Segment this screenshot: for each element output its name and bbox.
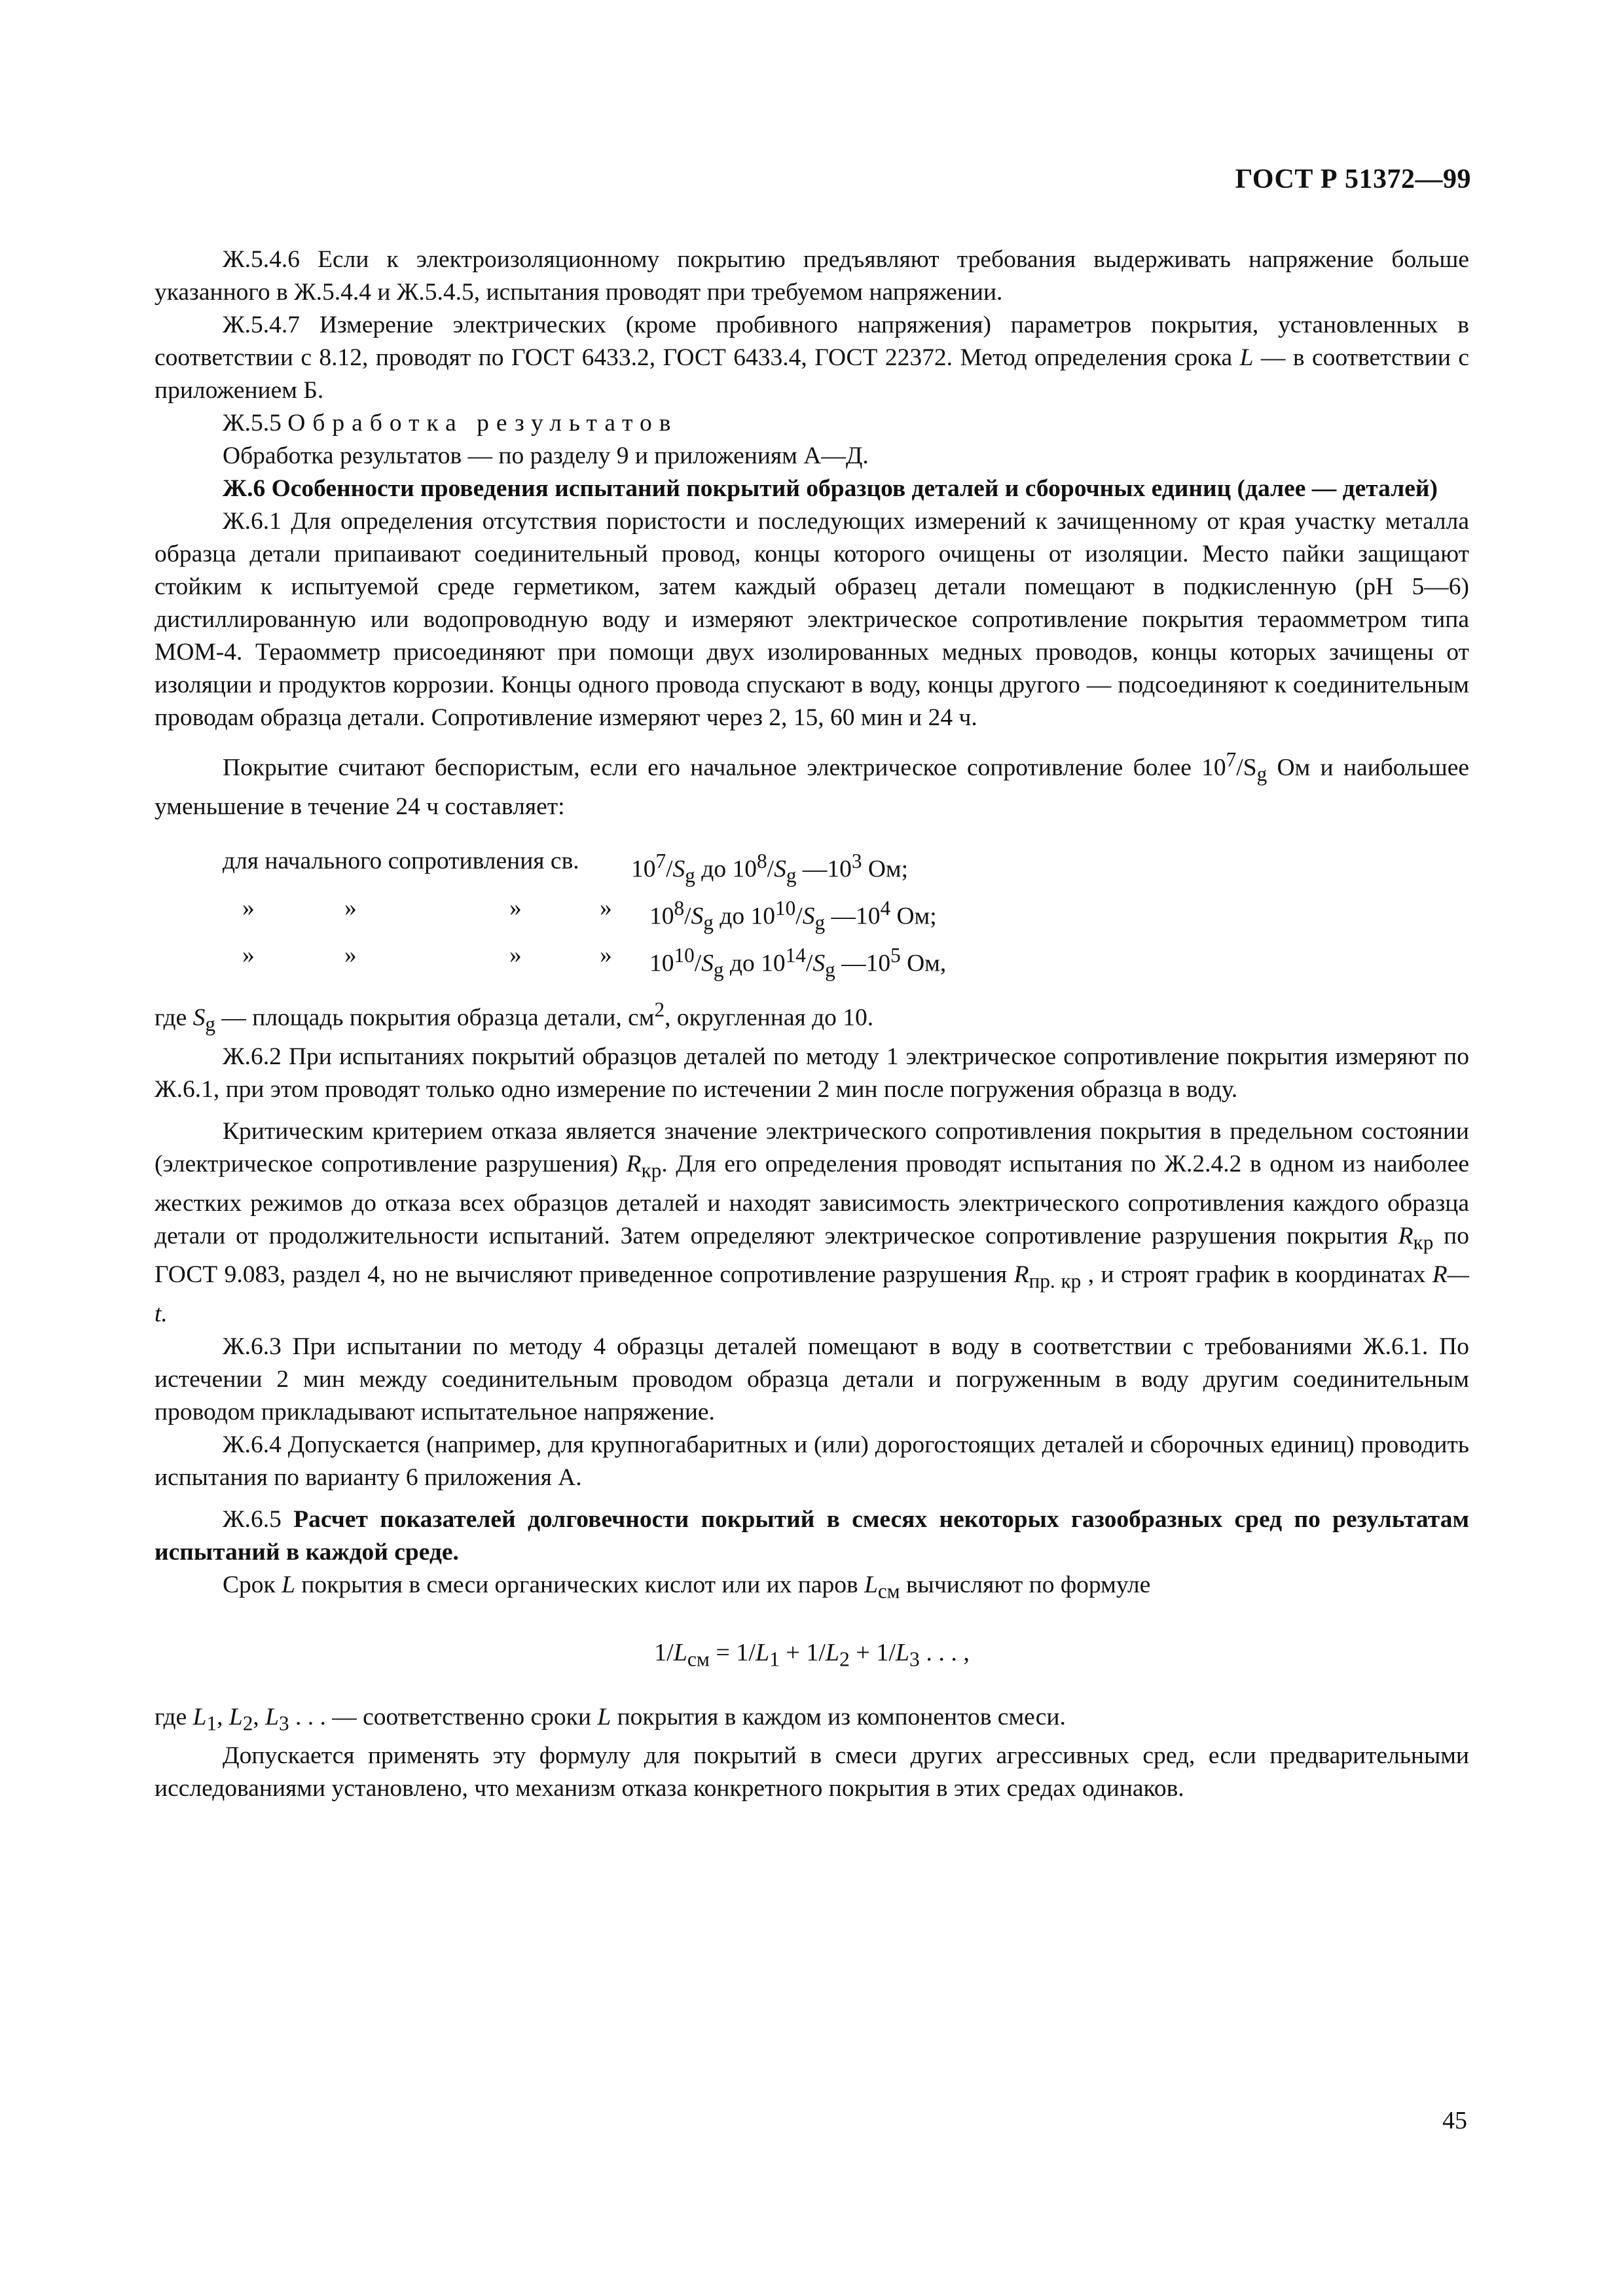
paragraph-6-2: Ж.6.2 При испытаниях покрытий образцов деталей по методу 1 электрическое сопротивление покрытия измеряют по Ж.6.1, при этом проводят только одно измерение по истечении 2 мин после погружения образца в воду.	[155, 1043, 1469, 1103]
paragraph-porosity: Покрытие считают беспористым, если его начальное электрическое сопротивление более $10^7/S_g$ Ом и наибольшее уменьшение в течение 24 ч составляет:	[155, 748, 1469, 820]
document-body	[155, 243, 1469, 1805]
ditto-mark: »	[600, 942, 612, 969]
section-5-5-heading: Ж.5.5 Обработка результатов	[223, 410, 678, 437]
paragraph-allowed: Допускается применять эту формулу для покрытий в смеси других агрессивных сред, если предварительными исследованиями установлено, что механизм отказа конкретного покрытия в этих средах одинаков.	[155, 1742, 1469, 1803]
page-number: 45	[1442, 2107, 1467, 2134]
list-item	[155, 885, 1469, 932]
list-item	[155, 932, 1469, 979]
list-range: $10^7/S_g$ до $10^8/S_g$ $—10^3$ Ом;	[631, 850, 909, 887]
list-item	[155, 838, 1469, 885]
paragraph-5-4-7: Ж.5.4.7 Измерение электрических (кроме пробивного напряжения) параметров покрытия, установленных в соответствии с 8.12, проводят по ГОСТ 6433.2, ГОСТ 6433.4, ГОСТ 22372. Метод определения срока L — в соответствии с приложением Б.	[155, 312, 1469, 404]
ditto-mark: »	[600, 895, 612, 922]
list-range: $10^8/S_g$ до $10^{10}/S_g$ $—10^4$ Ом;	[649, 897, 937, 934]
where-l-definition: где $L_1$, $L_2$, $L_3$ . . . — соответственно сроки L покрытия в каждом из компонентов смеси.	[155, 1703, 1066, 1735]
ditto-mark: »	[242, 942, 255, 969]
document-header: ГОСТ Р 51372—99	[1235, 164, 1471, 194]
ditto-mark: »	[344, 895, 357, 922]
paragraph-5-4-6: Ж.5.4.6 Если к электроизоляционному покрытию предъявляют требования выдерживать напряжение больше указанного в Ж.5.4.4 и Ж.5.4.5, испытания проводят при требуемом напряжении.	[155, 246, 1469, 306]
paragraph-6-5: Ж.6.5 Расчет показателей долговечности покрытий в смесях некоторых газообразных сред по результатам испытаний в каждой среде.	[155, 1505, 1470, 1566]
ditto-mark: »	[509, 942, 522, 969]
paragraph-6-4: Ж.6.4 Допускается (например, для крупногабаритных и (или) дорогостоящих деталей и сборочных единиц) проводить испытания по варианту 6 приложения А.	[155, 1431, 1469, 1491]
paragraph-6-3: Ж.6.3 При испытании по методу 4 образцы деталей помещают в воду в соответствии с требованиями Ж.6.1. По истечении 2 мин между соединительным проводом образца детали и погруженным в воду другим соединительным проводом прикладывают испытательное напряжение.	[155, 1333, 1469, 1426]
paragraph-5-5-text: Обработка результатов — по разделу 9 и приложениям А—Д.	[223, 442, 869, 469]
list-range: $10^{10}/S_g$ до $10^{14}/S_g$ $—10^5$ Ом,	[649, 944, 947, 981]
paragraph-lifetime: Срок L покрытия в смеси органических кислот или их паров $L_{см}$ вычисляют по формуле	[223, 1571, 1151, 1602]
section-6-heading: Ж.6 Особенности проведения испытаний покрытий образцов деталей и сборочных единиц (далее — деталей)	[223, 475, 1438, 502]
paragraph-6-1: Ж.6.1 Для определения отсутствия пористости и последующих измерений к зачищенному от края участку металла образца детали припаивают соединительный провод, концы которого очищены от изоляции. Место пайки защищают стойким к испытуемой среде герметиком, затем каждый образец детали помещают в подкисленную (рН 5—6) дистиллированную или водопроводную воду и измеряют электрическое сопротивление покрытия тераомметром типа МОМ-4. Тераомметр присоединяют при помощи двух изолированных медных проводов, концы которых зачищены от изоляции и продуктов коррозии. Концы одного провода спускают в воду, концы другого — подсоединяют к соединительным проводам образца детали. Сопротивление измеряют через 2, 15, 60 мин и 24 ч.	[155, 508, 1469, 731]
mixture-formula: $1/L_{см} = 1/L_1 + 1/L_2 + 1/L_3$ . . . ,	[654, 1639, 970, 1671]
ditto-mark: »	[344, 942, 357, 969]
ditto-mark: »	[509, 895, 522, 922]
paragraph-6-5-title: Расчет показателей долговечности покрытий в смесях некоторых газообразных сред по результатам испытаний в каждой среде.	[155, 1505, 1470, 1566]
resistance-list	[155, 838, 1469, 979]
ditto-mark: »	[242, 895, 255, 922]
list-first-label: для начального сопротивления св.	[223, 848, 579, 874]
where-sg-definition: где $S_g$ — площадь покрытия образца детали, $см^2$, округленная до 10.	[155, 998, 874, 1035]
paragraph-critical-criterion: Критическим критерием отказа является значение электрического сопротивления покрытия в предельном состоянии (электрическое сопротивление разрушения) $R_{кр}$. Для его определения проводят испытания по Ж.2.4.2 в одном из наиболее жестких режимов до отказа всех образцов деталей и находят зависимость электрического сопротивления каждого образца детали от продолжительности испытаний. Затем определяют электрическое сопротивление разрушения покрытия $R_{кр}$ по ГОСТ 9.083, раздел 4, но не вычисляют приведенное сопротивление разрушения $R_{пр. кр}$ , и строят график в координатах R—t.	[155, 1118, 1469, 1327]
section-5-5-title: Обработка результатов	[287, 410, 678, 437]
